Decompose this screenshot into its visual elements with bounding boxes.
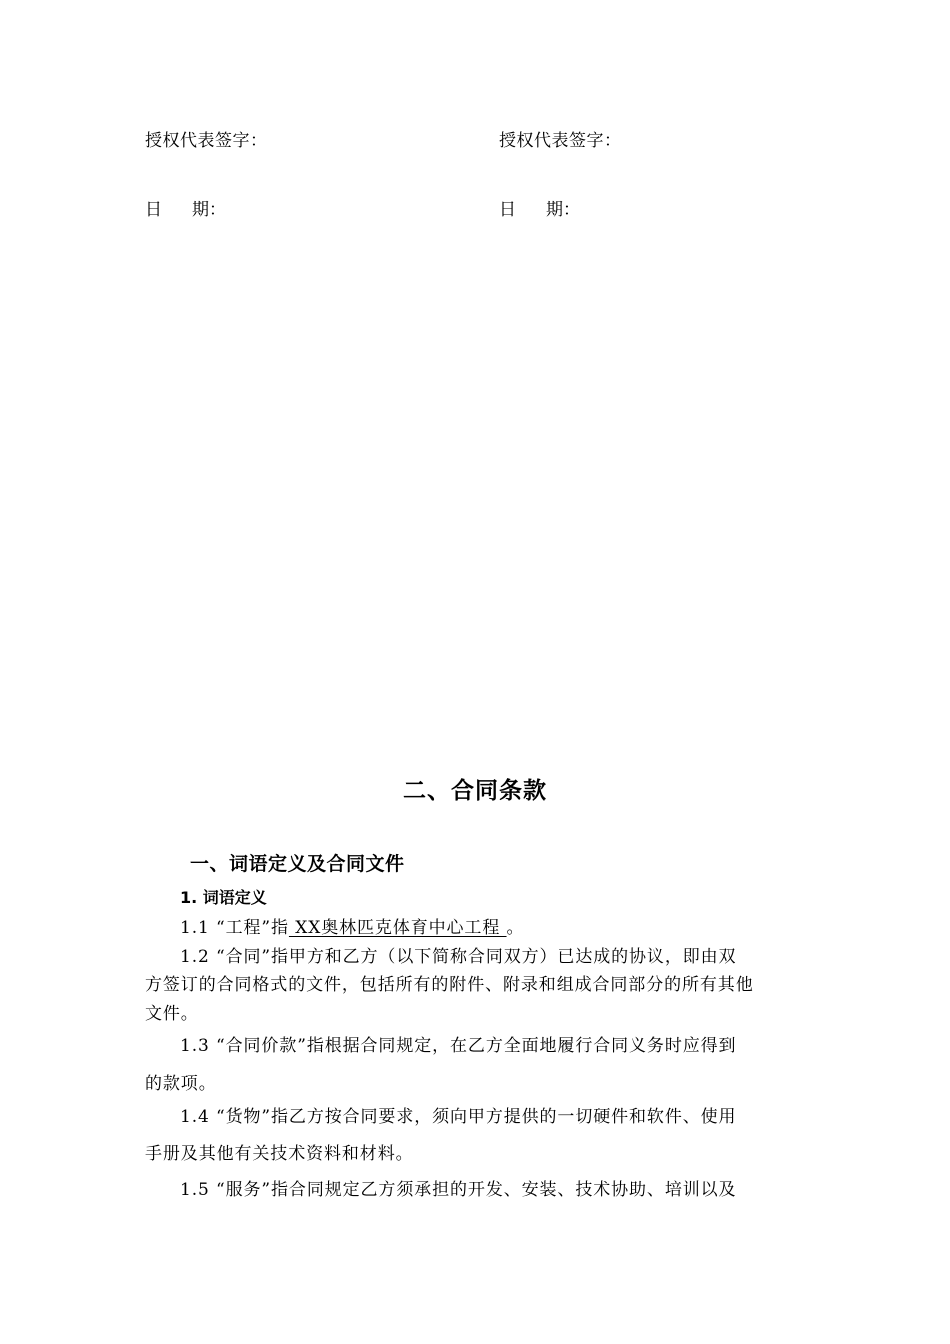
- clause-1-1-prefix: 1.1 “工程”指: [180, 918, 289, 938]
- clause-1-1: [180, 913, 524, 938]
- clause-1-2-line-2: 方签订的合同格式的文件，包括所有的附件、附录和组成合同部分的所有其他: [145, 975, 754, 995]
- clause-1-3-line-2: 的款项。: [145, 1074, 217, 1094]
- clause-1-2-line-1: 1.2 “合同”指甲方和乙方（以下简称合同双方）已达成的协议，即由双: [180, 947, 737, 967]
- clause-1-1-suffix: 。: [506, 918, 525, 938]
- right-date-label: [499, 195, 580, 220]
- clause-1-4-line-1: 1.4 “货物”指乙方按合同要求，须向甲方提供的一切硬件和软件、使用: [180, 1107, 737, 1127]
- right-date-char-1: 日: [499, 200, 516, 220]
- left-signature-label: 授权代表签字：: [145, 131, 268, 151]
- left-date-char-1: 日: [145, 200, 162, 220]
- clause-1-3-line-1: 1.3 “合同价款”指根据合同规定，在乙方全面地履行合同义务时应得到: [180, 1036, 737, 1056]
- subsection-1-title: 1. 词语定义: [180, 888, 267, 907]
- contract-title: 二、合同条款: [403, 778, 547, 804]
- clause-1-4-line-2: 手册及其他有关技术资料和材料。: [145, 1144, 414, 1164]
- right-signature-label: 授权代表签字：: [499, 131, 622, 151]
- left-date-label: [145, 195, 226, 220]
- clause-1-2-line-3: 文件。: [145, 1004, 199, 1024]
- section-1-title: 一、词语定义及合同文件: [190, 853, 405, 875]
- project-name: XX奥林匹克体育中心工程: [288, 918, 507, 938]
- right-date-char-2: 期：: [546, 200, 580, 220]
- clause-1-5-line-1: 1.5 “服务”指合同规定乙方须承担的开发、安装、技术协助、培训以及: [180, 1180, 737, 1200]
- left-date-char-2: 期：: [192, 200, 226, 220]
